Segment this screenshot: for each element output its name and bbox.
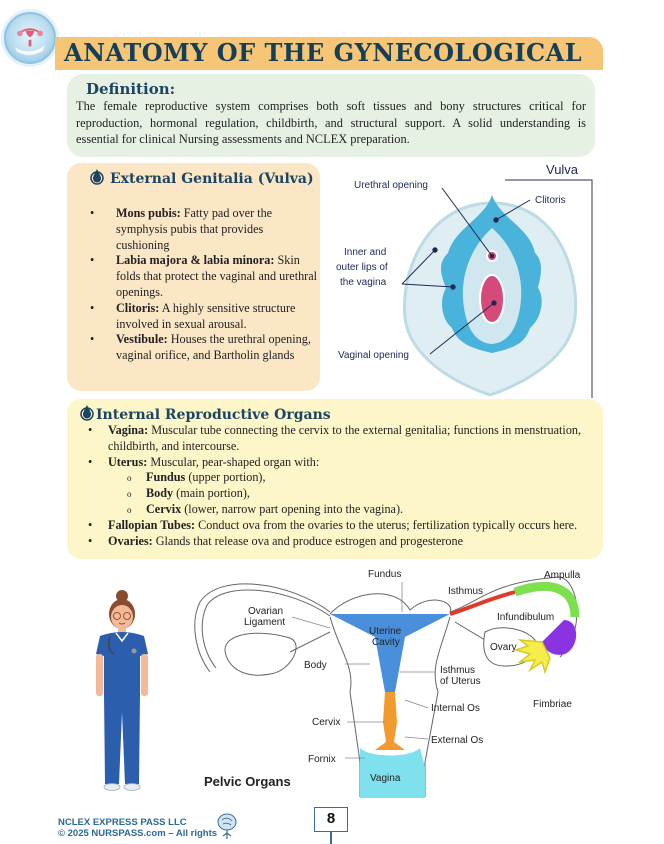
term: Labia majora & labia minora:	[116, 253, 275, 268]
label-lips-2: outer lips of	[336, 262, 388, 273]
list-item	[90, 332, 318, 364]
footer-company: NCLEX EXPRESS PASS LLC	[58, 817, 187, 828]
label-lips-3: the vagina	[340, 277, 387, 288]
internal-organs-title: Internal Reproductive Organs	[96, 407, 331, 423]
description: Glands that release ova and produce estrogen and progesterone	[152, 533, 464, 548]
description: (lower, narrow part opening into the vagina).	[181, 501, 404, 516]
internal-organs-heading	[80, 404, 331, 425]
term: Uterus:	[108, 454, 148, 469]
description: Skin folds that protect the vaginal and urethral openings.	[116, 253, 318, 299]
external-genitalia-heading	[76, 168, 316, 191]
label-ovarian-ligament-2: Ligament	[244, 617, 286, 628]
list-item-ovaries	[88, 534, 600, 550]
page-title: ANATOMY OF THE GYNECOLOGICAL	[64, 38, 583, 67]
water-drop-icon	[90, 168, 104, 191]
label-lips-1: Inner and	[344, 247, 387, 258]
description: (main portion),	[173, 486, 250, 501]
list-item-fallopian	[88, 518, 600, 534]
external-genitalia-title: External Genitalia (Vulva)	[110, 171, 314, 187]
vulva-diagram-title: Vulva	[546, 162, 579, 177]
list-item	[90, 253, 318, 300]
description: (upper portion),	[185, 470, 266, 485]
label-internal-os: Internal Os	[431, 703, 480, 714]
footer-rights: © 2025 NURSPASS.com – All rights	[58, 828, 218, 839]
water-drop-icon	[80, 404, 94, 425]
label-uterine-cavity-2: Cavity	[372, 637, 400, 648]
label-uterine-cavity-1: Uterine	[369, 626, 402, 637]
label-isthmus: Isthmus	[448, 586, 484, 597]
definition-text: The female reproductive system comprises both soft tissues and bony structures critical for reproduction, hormonal regulation, childbirth, and structural support. A solid understanding is essential for clinical Nursing assessments and NCLEX preparation.	[76, 99, 586, 146]
description: Fatty pad over the symphysis pubis that provides cushioning	[116, 206, 273, 252]
label-fundus: Fundus	[368, 569, 402, 580]
term: Cervix	[146, 501, 182, 516]
label-body: Body	[304, 660, 327, 671]
description: Muscular, pear-shaped organ with:	[147, 454, 320, 469]
sub-item	[127, 502, 600, 518]
description: Conduct ova from the ovaries to the uterus; fertilization typically occurs here.	[195, 517, 578, 532]
list-item	[90, 301, 318, 333]
pelvic-organs-diagram	[180, 562, 600, 800]
list-item-vagina	[88, 423, 600, 455]
description: Muscular tube connecting the cervix to the external genitalia; functions in menstruation, childbirth, and intercourse.	[108, 423, 582, 453]
term: Mons pubis:	[116, 206, 181, 220]
label-urethral-opening: Urethral opening	[354, 180, 428, 191]
internal-organs-list	[88, 423, 600, 549]
term: Clitoris:	[116, 300, 160, 315]
vaginal-opening-shape	[480, 275, 504, 323]
description: Houses the urethral opening, vaginal orifice, and Bartholin glands	[116, 332, 311, 363]
label-infundibulum: Infundibulum	[497, 612, 555, 623]
label-vagina: Vagina	[370, 773, 401, 784]
nurse-illustration	[82, 588, 162, 794]
label-isthmus-uterus-2: of Uterus	[440, 676, 481, 687]
external-genitalia-list	[90, 206, 318, 364]
cervix-shape	[375, 692, 405, 750]
label-external-os: External Os	[431, 735, 484, 746]
label-isthmus-uterus-1: Isthmus	[440, 665, 476, 676]
label-cervix: Cervix	[312, 717, 341, 728]
sub-item	[127, 470, 600, 486]
page-number-stem	[330, 832, 332, 844]
term: Vestibule:	[116, 332, 168, 347]
brain-tree-icon	[216, 812, 238, 840]
sub-item	[127, 486, 600, 502]
label-fimbriae: Fimbriae	[533, 699, 572, 710]
description: A highly sensitive structure involved in sexual arousal.	[116, 300, 296, 331]
term: Fundus	[146, 470, 186, 485]
list-item-uterus	[88, 455, 600, 518]
label-ovary: Ovary	[490, 642, 517, 653]
page-number: 8	[314, 807, 348, 832]
label-clitoris: Clitoris	[535, 195, 566, 206]
term: Body	[146, 486, 174, 501]
uterus-parts-list	[127, 470, 600, 517]
vulva-diagram	[330, 158, 596, 398]
label-fornix: Fornix	[308, 754, 336, 765]
logo-icon	[4, 12, 56, 64]
definition-heading: Definition:	[86, 80, 176, 98]
label-vaginal-opening: Vaginal opening	[338, 350, 409, 361]
pelvic-organs-caption: Pelvic Organs	[204, 774, 291, 789]
label-ovarian-ligament-1: Ovarian	[248, 606, 284, 617]
footer-copyright	[58, 817, 217, 839]
term: Vagina:	[108, 423, 149, 437]
term: Fallopian Tubes:	[108, 517, 196, 532]
label-ampulla: Ampulla	[544, 570, 581, 581]
term: Ovaries:	[108, 533, 153, 548]
infundibulum-shape	[542, 620, 576, 655]
list-item	[90, 206, 318, 253]
